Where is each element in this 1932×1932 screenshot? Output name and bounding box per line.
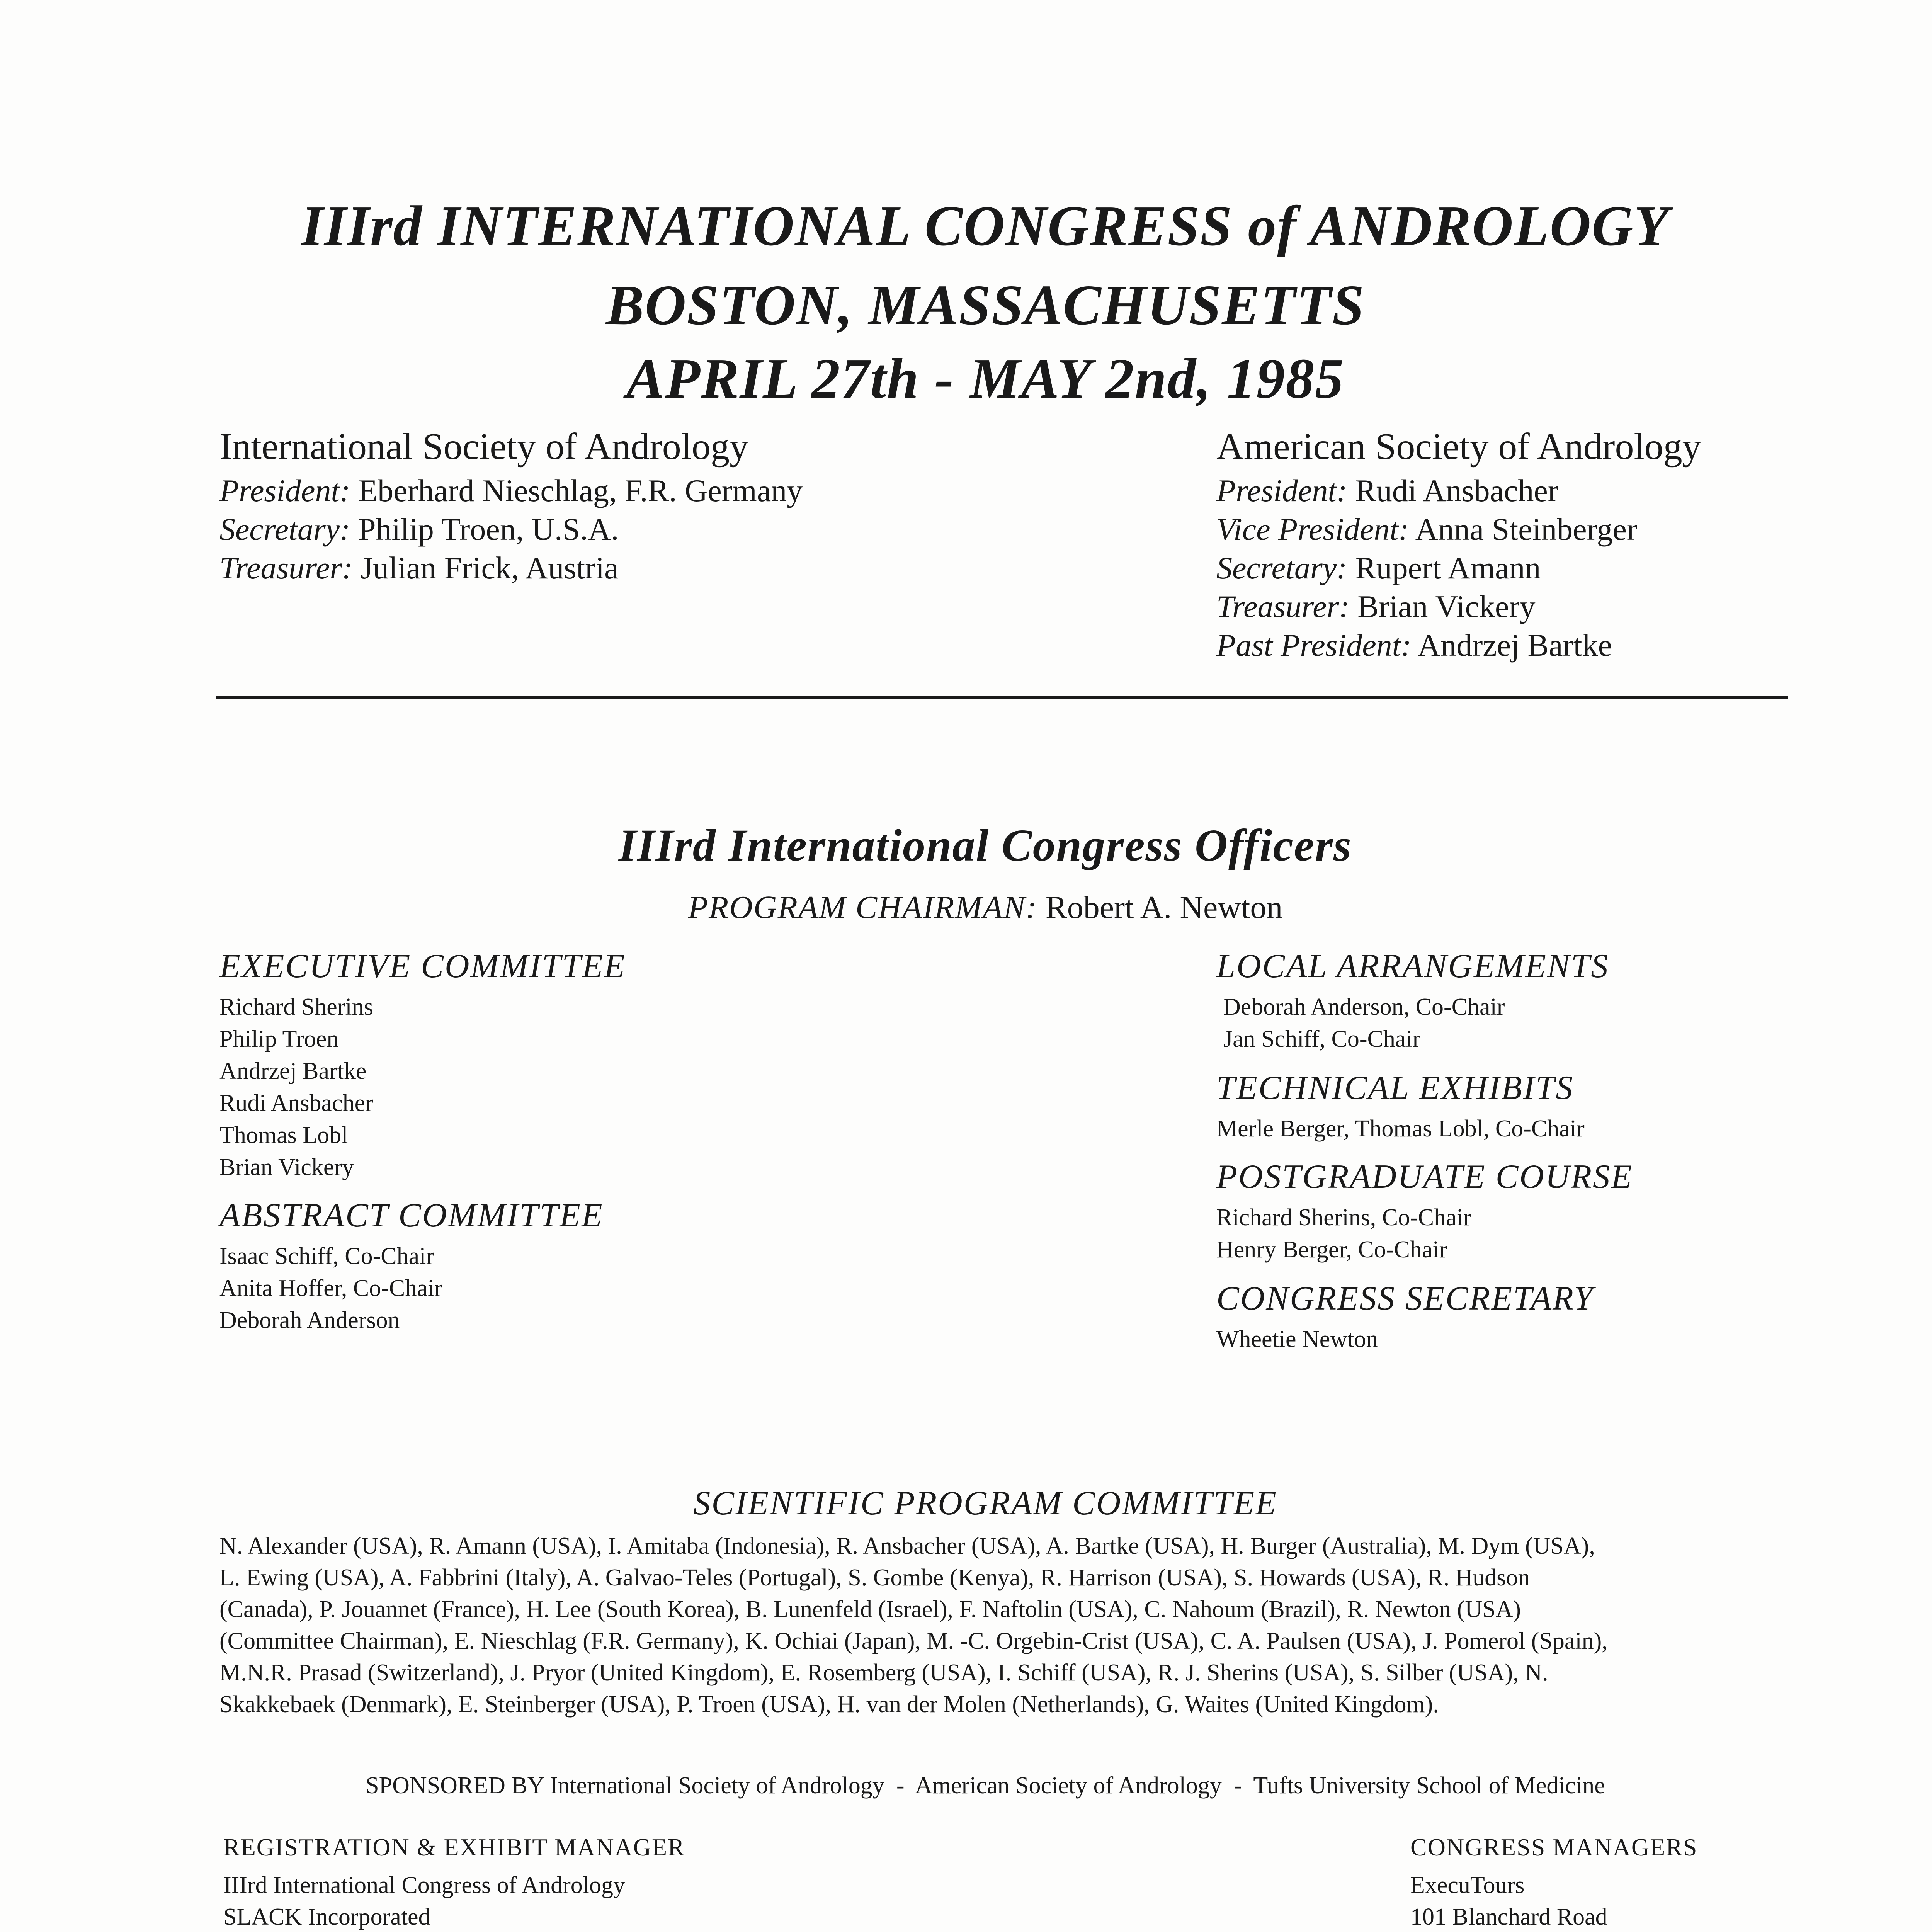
asa-officer-row: Secretary: Rupert Amann <box>1216 550 1541 585</box>
committee-member: Wheetie Newton <box>1216 1326 1378 1352</box>
asa-block <box>1216 425 1701 665</box>
asa-officer-row: Treasurer: Brian Vickery <box>1216 589 1536 624</box>
sponsored-text: International Society of Andrology - American Society of Andrology - Tufts University School of Medicine <box>549 1772 1605 1799</box>
registration-block <box>223 1832 685 1932</box>
postgraduate-course <box>1216 1157 1633 1266</box>
executive-committee-heading: EXECUTIVE COMMITTEE <box>219 947 626 985</box>
asa-officer-row: President: Rudi Ansbacher <box>1216 473 1559 508</box>
scientific-committee-line: M.N.R. Prasad (Switzerland), J. Pryor (United Kingdom), E. Rosemberg (USA), I. Schiff (USA), R. J. Sherins (USA), S. Silber (USA), N. <box>219 1660 1548 1686</box>
address-line: IIIrd International Congress of Andrology <box>223 1872 625 1898</box>
abstract-committee <box>219 1196 604 1337</box>
congress-managers-heading: CONGRESS MANAGERS <box>1410 1833 1698 1861</box>
committee-member: Isaac Schiff, Co-Chair <box>219 1243 434 1269</box>
title-line-1: IIIrd INTERNATIONAL CONGRESS of ANDROLOGY <box>301 194 1670 258</box>
isa-officer-row: President: Eberhard Nieschlag, F.R. Germany <box>219 473 803 508</box>
committee-member: Merle Berger, Thomas Lobl, Co-Chair <box>1216 1116 1585 1142</box>
committee-member: Philip Troen <box>219 1026 339 1052</box>
officers-heading: IIIrd International Congress Officers <box>619 820 1352 871</box>
committee-member: Richard Sherins, Co-Chair <box>1216 1204 1471 1231</box>
address-line: 101 Blanchard Road <box>1410 1904 1607 1930</box>
committee-member: Andrzej Bartke <box>219 1058 367 1084</box>
scientific-committee-line: (Committee Chairman), E. Nieschlag (F.R. Germany), K. Ochiai (Japan), M. -C. Orgebin-Crist (USA), C. A. Paulsen (USA), J. Pomerol (Spain), <box>219 1628 1608 1654</box>
congress-secretary-heading: CONGRESS SECRETARY <box>1216 1280 1594 1317</box>
scientific-committee-line: N. Alexander (USA), R. Amann (USA), I. Amitaba (Indonesia), R. Ansbacher (USA), A. Bartke (USA), H. Burger (Australia), M. Dym (USA), <box>219 1533 1595 1559</box>
committee-member: Anita Hoffer, Co-Chair <box>219 1275 442 1301</box>
technical-exhibits-heading: TECHNICAL EXHIBITS <box>1216 1069 1574 1107</box>
asa-officer-row: Past President: Andrzej Bartke <box>1216 628 1612 663</box>
title-line-2: BOSTON, MASSACHUSETTS <box>606 274 1365 337</box>
program-chairman-role: PROGRAM CHAIRMAN: <box>688 889 1037 925</box>
congress-managers-block <box>1410 1832 1697 1932</box>
scientific-committee-line: Skakkebaek (Denmark), E. Steinberger (USA), P. Troen (USA), H. van der Molen (Netherlands), G. Waites (United Kingdom). <box>219 1691 1439 1718</box>
abstract-committee-heading: ABSTRACT COMMITTEE <box>219 1197 604 1234</box>
registration-heading: REGISTRATION & EXHIBIT MANAGER <box>223 1833 685 1861</box>
scientific-committee-line: (Canada), P. Jouannet (France), H. Lee (South Korea), B. Lunenfeld (Israel), F. Naftolin (USA), C. Nahoum (Brazil), R. Newton (USA) <box>219 1596 1521 1622</box>
isa-officers <box>219 471 803 587</box>
committee-member: Henry Berger, Co-Chair <box>1216 1236 1447 1263</box>
committee-member: Deborah Anderson <box>219 1307 400 1333</box>
isa-name: International Society of Andrology <box>219 426 748 468</box>
local-arrangements-heading: LOCAL ARRANGEMENTS <box>1216 947 1609 985</box>
committee-member: Deborah Anderson, Co-Chair <box>1223 994 1505 1020</box>
asa-officers <box>1216 471 1701 665</box>
program-chairman-name: Robert A. Newton <box>1045 889 1283 925</box>
section-divider <box>216 696 1788 699</box>
scientific-committee-list <box>219 1530 1792 1720</box>
asa-officer-row: Vice President: Anna Steinberger <box>1216 512 1638 547</box>
technical-exhibits <box>1216 1068 1585 1145</box>
address-line: ExecuTours <box>1410 1872 1525 1898</box>
isa-block <box>219 425 803 587</box>
address-line: SLACK Incorporated <box>223 1904 430 1930</box>
sponsored-label: SPONSORED BY <box>366 1772 544 1799</box>
congress-secretary <box>1216 1279 1594 1355</box>
committee-member: Rudi Ansbacher <box>219 1090 373 1116</box>
committee-member: Thomas Lobl <box>219 1122 348 1148</box>
sponsored-by <box>0 1770 1932 1801</box>
asa-name: American Society of Andrology <box>1216 426 1701 468</box>
scientific-committee-line: L. Ewing (USA), A. Fabbrini (Italy), A. Galvao-Teles (Portugal), S. Gombe (Kenya), R. Harrison (USA), S. Howards (USA), R. Hudson <box>219 1565 1530 1591</box>
isa-officer-row: Secretary: Philip Troen, U.S.A. <box>219 512 619 547</box>
committee-member: Jan Schiff, Co-Chair <box>1223 1026 1421 1052</box>
isa-officer-row: Treasurer: Julian Frick, Austria <box>219 550 619 585</box>
postgraduate-course-heading: POSTGRADUATE COURSE <box>1216 1158 1633 1196</box>
local-arrangements <box>1216 947 1609 1055</box>
title-line-3: APRIL 27th - MAY 2nd, 1985 <box>626 347 1345 410</box>
scientific-committee-heading: SCIENTIFIC PROGRAM COMMITTEE <box>693 1485 1277 1522</box>
committee-member: Richard Sherins <box>219 994 373 1020</box>
program-chairman <box>0 889 1932 926</box>
committee-member: Brian Vickery <box>219 1154 354 1180</box>
executive-committee <box>219 947 626 1184</box>
